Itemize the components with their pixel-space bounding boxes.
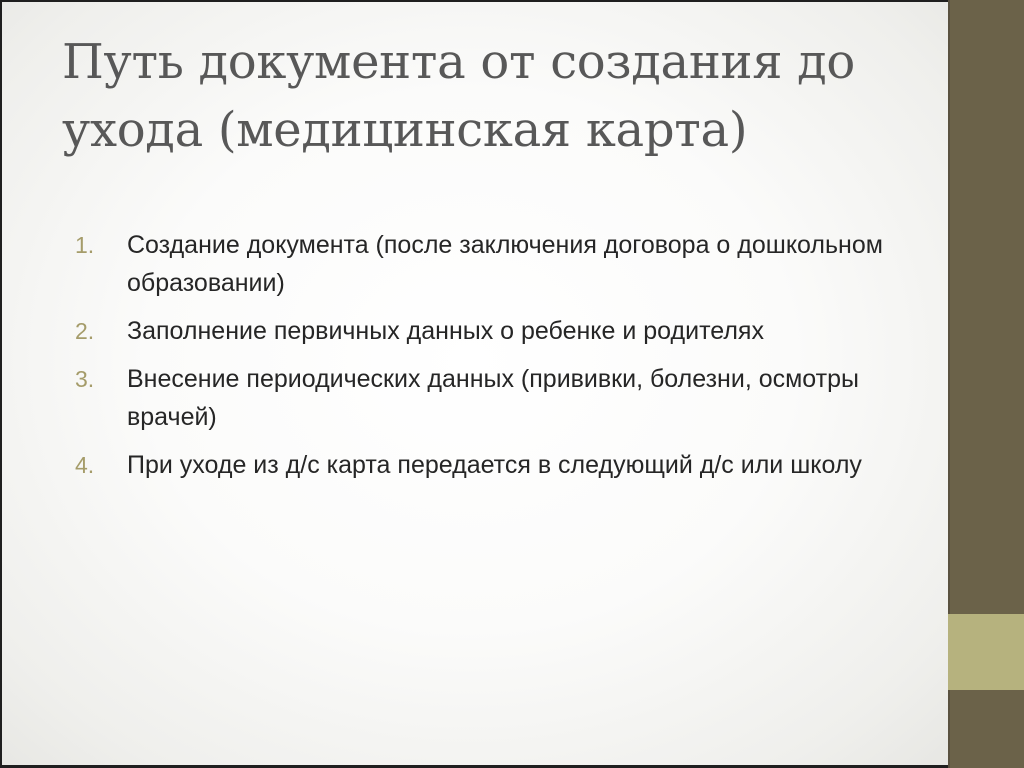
decorative-sidebar-accent bbox=[948, 614, 1024, 690]
list-item-text: Создание документа (после заключения договора о дошкольном образовании) bbox=[127, 231, 883, 297]
slide-left-edge bbox=[0, 0, 2, 768]
list-item bbox=[70, 226, 910, 302]
list-item-number: 4. bbox=[75, 452, 95, 478]
list-item-text: При уходе из д/с карта передается в следующий д/с или школу bbox=[127, 451, 862, 479]
slide-top-edge bbox=[0, 0, 1024, 2]
list-item-text: Заполнение первичных данных о ребенке и родителях bbox=[127, 317, 764, 345]
slide-title: Путь документа от создания до ухода (медицинская карта) bbox=[62, 34, 856, 158]
list-item bbox=[70, 312, 910, 350]
list-item-number: 2. bbox=[75, 318, 95, 344]
list-item-number: 1. bbox=[75, 232, 95, 258]
list-item bbox=[70, 446, 910, 484]
list-item-text: Внесение периодических данных (прививки, болезни, осмотры врачей) bbox=[127, 365, 859, 431]
numbered-list bbox=[70, 226, 910, 494]
list-item bbox=[70, 360, 910, 436]
list-item-number: 3. bbox=[75, 366, 95, 392]
